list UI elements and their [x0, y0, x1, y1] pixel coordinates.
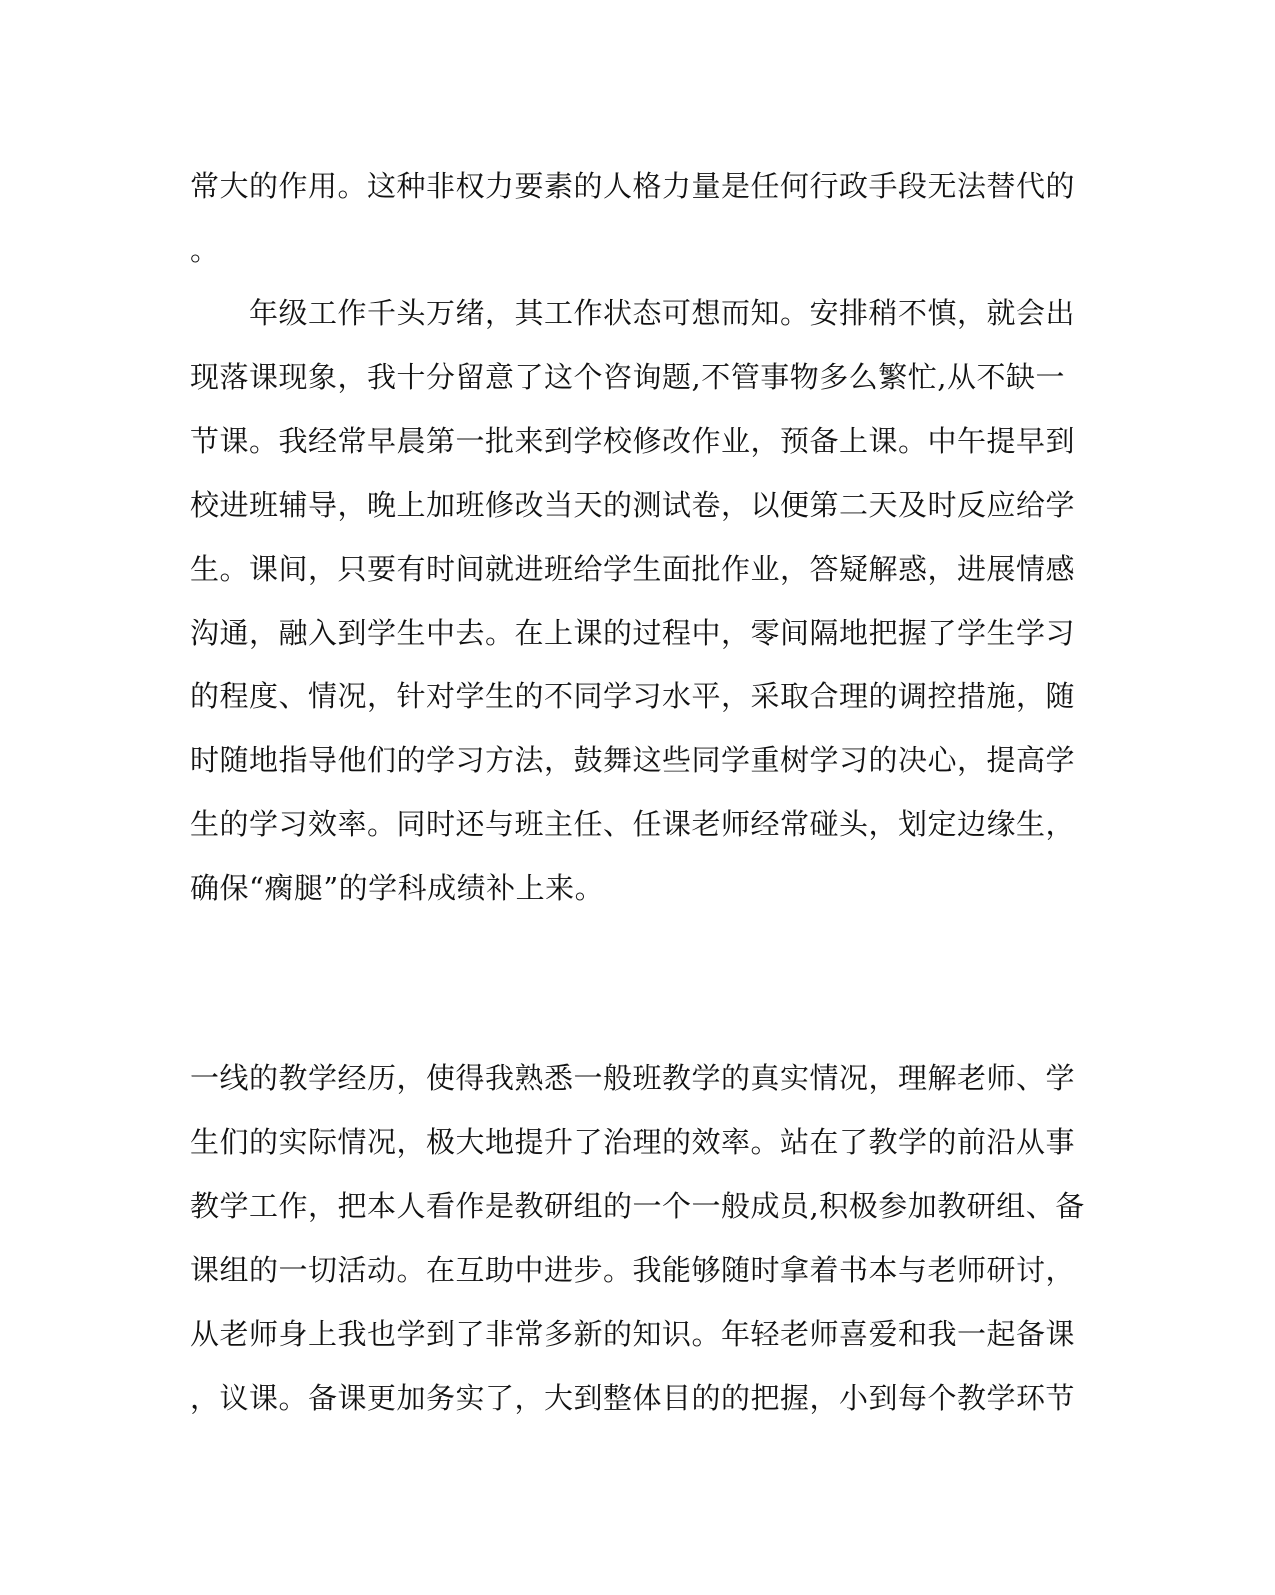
- text-line: 年级工作千头万绪，其工作状态可想而知。安排稍不慎，就会出: [190, 296, 1076, 330]
- text-line: 的程度、情况，针对学生的不同学习水平，采取合理的调控措施，随: [190, 679, 1076, 713]
- text-line: 生。课间，只要有时间就进班给学生面批作业，答疑解惑，进展情感: [190, 552, 1076, 586]
- text-line: 沟通，融入到学生中去。在上课的过程中，零间隔地把握了学生学习: [190, 616, 1076, 650]
- text-line: 节课。我经常早晨第一批来到学校修改作业，预备上课。中午提早到: [190, 424, 1076, 458]
- text-line: 生的学习效率。同时还与班主任、任课老师经常碰头，划定边缘生，: [190, 807, 1076, 841]
- text-line: 常大的作用。这种非权力要素的人格力量是任何行政手段无法替代的: [190, 169, 1076, 203]
- text-line: 课组的一切活动。在互助中进步。我能够随时拿着书本与老师研讨，: [190, 1253, 1076, 1287]
- text-line: 校进班辅导，晚上加班修改当天的测试卷，以便第二天及时反应给学: [190, 488, 1076, 522]
- text-line: 从老师身上我也学到了非常多新的知识。年轻老师喜爱和我一起备课: [190, 1317, 1076, 1351]
- text-line: 。: [190, 233, 220, 267]
- text-line: 教学工作，把本人看作是教研组的一个一般成员,积极参加教研组、备: [190, 1189, 1085, 1223]
- text-line: 生们的实际情况，极大地提升了治理的效率。站在了教学的前沿从事: [190, 1125, 1076, 1159]
- text-line: 确保“瘸腿”的学科成绩补上来。: [190, 871, 605, 905]
- text-line: ，议课。备课更加务实了，大到整体目的的把握，小到每个教学环节: [190, 1381, 1076, 1415]
- text-line: 时随地指导他们的学习方法，鼓舞这些同学重树学习的决心，提高学: [190, 743, 1076, 777]
- text-line: 一线的教学经历，使得我熟悉一般班教学的真实情况，理解老师、学: [190, 1061, 1076, 1095]
- text-line: 现落课现象，我十分留意了这个咨询题,不管事物多么繁忙,从不缺一: [190, 360, 1065, 394]
